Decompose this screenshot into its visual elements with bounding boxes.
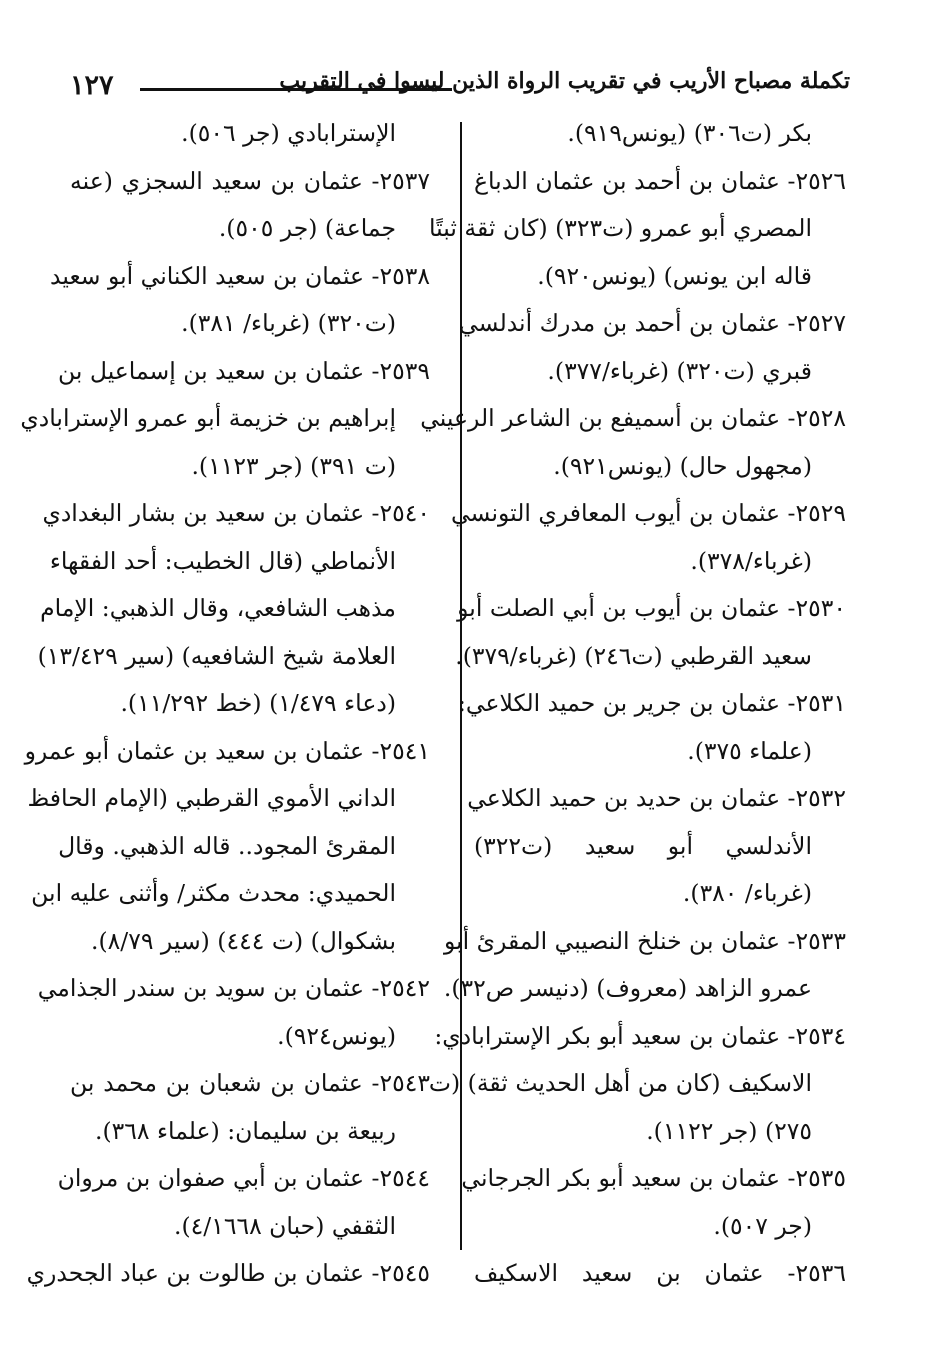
- entry-continuation-line: العلامة شيخ الشافعيه) (سير ١٣/٤٢٩): [37, 641, 396, 670]
- entry-first-line: ٢٥٣١- عثمان بن جرير بن حميد الكلاعي:: [458, 689, 846, 717]
- entry-continuation-line: عمرو الزاهد (معروف) (دنيسر ص٣٢).: [443, 974, 812, 1002]
- entry-continuation-line: الثقفي (حبان ٤/١٦٦٨).: [174, 1211, 396, 1240]
- entry-first-line: ٢٥٢٨- عثمان بن أسميفع بن الشاعر الرعيني: [420, 404, 846, 432]
- entry-first-line: ٢٥٣٢- عثمان بن حديد بن حميد الكلاعي: [467, 784, 846, 812]
- entry-continuation-line: بشكوال) (ت ٤٤٤) (سير ٨/٧٩).: [91, 926, 396, 955]
- entry-continuation-line: سعيد القرطبي (ت٢٤٦) (غرباء/٣٧٩).: [455, 641, 812, 670]
- right-column: [420, 110, 846, 1298]
- entry-continuation-line: بكر (ت٣٠٦) (يونس٩١٩).: [567, 119, 812, 147]
- left-column: [20, 110, 430, 1298]
- entry-continuation-line: جماعة) (جر ٥٠٥).: [218, 214, 396, 242]
- entry-first-line: ٢٥٤٢- عثمان بن سويد بن سندر الجذامي: [37, 974, 430, 1002]
- entry-first-line: ٢٥٣٦- عثمان بن سعيد الاسكيف: [474, 1259, 846, 1287]
- entry-continuation-line: (ت ٣٩١) (جر ١١٢٣).: [191, 451, 396, 480]
- entry-continuation-line: الأنماطي (قال الخطيب: أحد الفقهاء: [49, 546, 396, 575]
- entry-first-line: ٢٥٣٨- عثمان بن سعيد الكناني أبو سعيد: [50, 261, 430, 290]
- entry-first-line: ٢٥٢٩- عثمان بن أيوب المعافري التونسي: [450, 499, 846, 527]
- entry-continuation-line: (يونس٩٢٤).: [277, 1021, 396, 1050]
- entry-continuation-line: (علماء ٣٧٥).: [687, 736, 812, 765]
- entry-first-line: ٢٥٤٤- عثمان بن أبي صفوان بن مروان: [57, 1164, 430, 1192]
- entry-continuation-line: قاله ابن يونس) (يونس٩٢٠).: [537, 261, 812, 290]
- entry-continuation-line: الاسكيف (كان من أهل الحديث ثقة) (ت: [428, 1069, 812, 1097]
- entry-first-line: ٢٥٣٥- عثمان بن سعيد أبو بكر الجرجاني: [461, 1164, 846, 1192]
- entry-continuation-line: الإسترابادي (جر ٥٠٦).: [181, 119, 396, 147]
- entry-continuation-line: (جر ٥٠٧).: [713, 1211, 812, 1240]
- entry-continuation-line: (مجهول حال) (يونس٩٢١).: [553, 451, 812, 480]
- entry-first-line: ٢٥٤٠- عثمان بن سعيد بن بشار البغدادي: [42, 499, 430, 527]
- entry-continuation-line: (ت٣٢٠) (غرباء/ ٣٨١).: [181, 309, 396, 337]
- entry-first-line: ٢٥٣٠- عثمان بن أيوب بن أبي الصلت أبو: [457, 594, 846, 622]
- entry-continuation-line: إبراهيم بن خزيمة أبو عمرو الإسترابادي: [20, 404, 396, 432]
- entry-first-line: ٢٥٤٣- عثمان بن شعبان بن محمد بن: [70, 1069, 430, 1097]
- page-number: ١٢٧: [70, 70, 114, 101]
- entry-continuation-line: مذهب الشافعي، وقال الذهبي: الإمام: [40, 594, 396, 622]
- entry-continuation-line: ٢٧٥) (جر ١١٢٢).: [646, 1116, 812, 1145]
- entry-first-line: ٢٥٣٤- عثمان بن سعيد أبو بكر الإسترابادي:: [434, 1021, 846, 1050]
- entry-first-line: ٢٥٢٧- عثمان بن أحمد بن مدرك أندلسي: [459, 309, 846, 337]
- entry-first-line: ٢٥٣٩- عثمان بن سعيد بن إسماعيل بن: [58, 356, 430, 385]
- entry-continuation-line: (غرباء/ ٣٨٠).: [682, 879, 812, 907]
- entry-first-line: ٢٥٤١- عثمان بن سعيد بن عثمان أبو عمرو: [24, 736, 430, 765]
- entry-first-line: ٢٥٢٦- عثمان بن أحمد بن عثمان الدباغ: [474, 166, 846, 195]
- entry-continuation-line: الحميدي: محدث مكثر/ وأثنى عليه ابن: [31, 879, 396, 907]
- entry-continuation-line: (غرباء/٣٧٨).: [690, 546, 812, 575]
- page-header: [60, 66, 850, 106]
- entry-first-line: ٢٥٣٧- عثمان بن سعيد السجزي (عنه: [70, 166, 430, 195]
- entry-first-line: ٢٥٣٣- عثمان بن خنلخ النصيبي المقرئ أبو: [443, 926, 846, 955]
- entry-continuation-line: المقرئ المجود.. قاله الذهبي. وقال: [58, 831, 396, 860]
- entry-continuation-line: (دعاء ١/٤٧٩) (خط ١١/٢٩٢).: [120, 689, 396, 717]
- running-title: تكملة مصباح الأريب في تقريب الرواة الذين ليسوا في التقريب: [279, 68, 850, 94]
- entry-continuation-line: الداني الأموي القرطبي (الإمام الحافظ: [27, 784, 396, 812]
- entry-continuation-line: ربيعة بن سليمان: (علماء ٣٦٨).: [95, 1116, 396, 1145]
- entry-continuation-line: المصري أبو عمرو (ت٣٢٣) (كان ثقة ثبتًا: [429, 214, 812, 242]
- entry-first-line: ٢٥٤٥- عثمان بن طالوت بن عباد الجحدري: [26, 1259, 430, 1287]
- entry-continuation-line: قبري (ت٣٢٠) (غرباء/٣٧٧).: [547, 356, 812, 385]
- entry-continuation-line: الأندلسي أبو سعيد (ت٣٢٢): [474, 831, 812, 860]
